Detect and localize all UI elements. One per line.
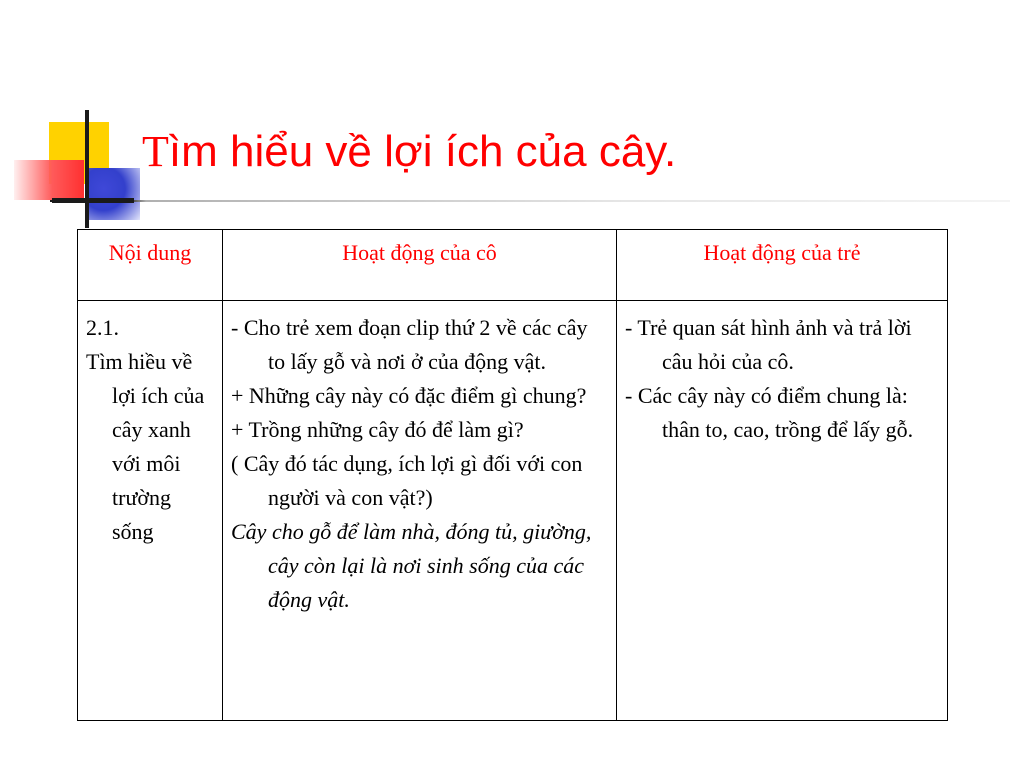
teacher-activity-item: - Cho trẻ xem đoạn clip thứ 2 về các cây to lấy gỗ và nơi ở của động vật. [231,315,588,374]
title-underline [50,200,1010,202]
cell-noi-dung [78,301,223,721]
content-topic: Tìm hiều về lợi ích của cây xanh với môi trường sống [86,349,205,544]
header-hoat-dong-tre: Hoạt động của trẻ [617,230,948,301]
decorative-logo [0,0,160,240]
child-activity-item: - Các cây này có điểm chung là: thân to, cao, trồng để lấy gỗ. [625,383,914,442]
content-number: 2.1. [86,315,119,340]
table-header-row [78,230,948,301]
header-hoat-dong-co: Hoạt động của cô [223,230,617,301]
logo-blue-square [88,168,140,220]
logo-red-square [14,160,84,200]
slide-title [142,128,676,176]
title-first-letter: T [142,127,169,176]
table-row [78,301,948,721]
cell-hoat-dong-co [223,301,617,721]
logo-vertical-bar [85,110,89,228]
child-activity-item: - Trẻ quan sát hình ảnh và trả lời câu hỏi của cô. [625,315,912,374]
teacher-activity-item: ( Cây đó tác dụng, ích lợi gì đối với con người và con vật?) [231,451,583,510]
teacher-activity-item: + Trồng những cây đó để làm gì? [231,417,524,442]
cell-hoat-dong-tre [617,301,948,721]
teacher-activity-answer: Cây cho gỗ để làm nhà, đóng tủ, giường, cây còn lại là nơi sinh sống của các động vật. [231,519,592,612]
title-text: ìm hiểu về lợi ích của cây. [168,127,677,176]
teacher-activity-item: + Những cây này có đặc điểm gì chung? [231,383,587,408]
activity-table [77,229,948,721]
logo-horizontal-bar [52,198,134,203]
header-noi-dung: Nội dung [78,230,223,301]
